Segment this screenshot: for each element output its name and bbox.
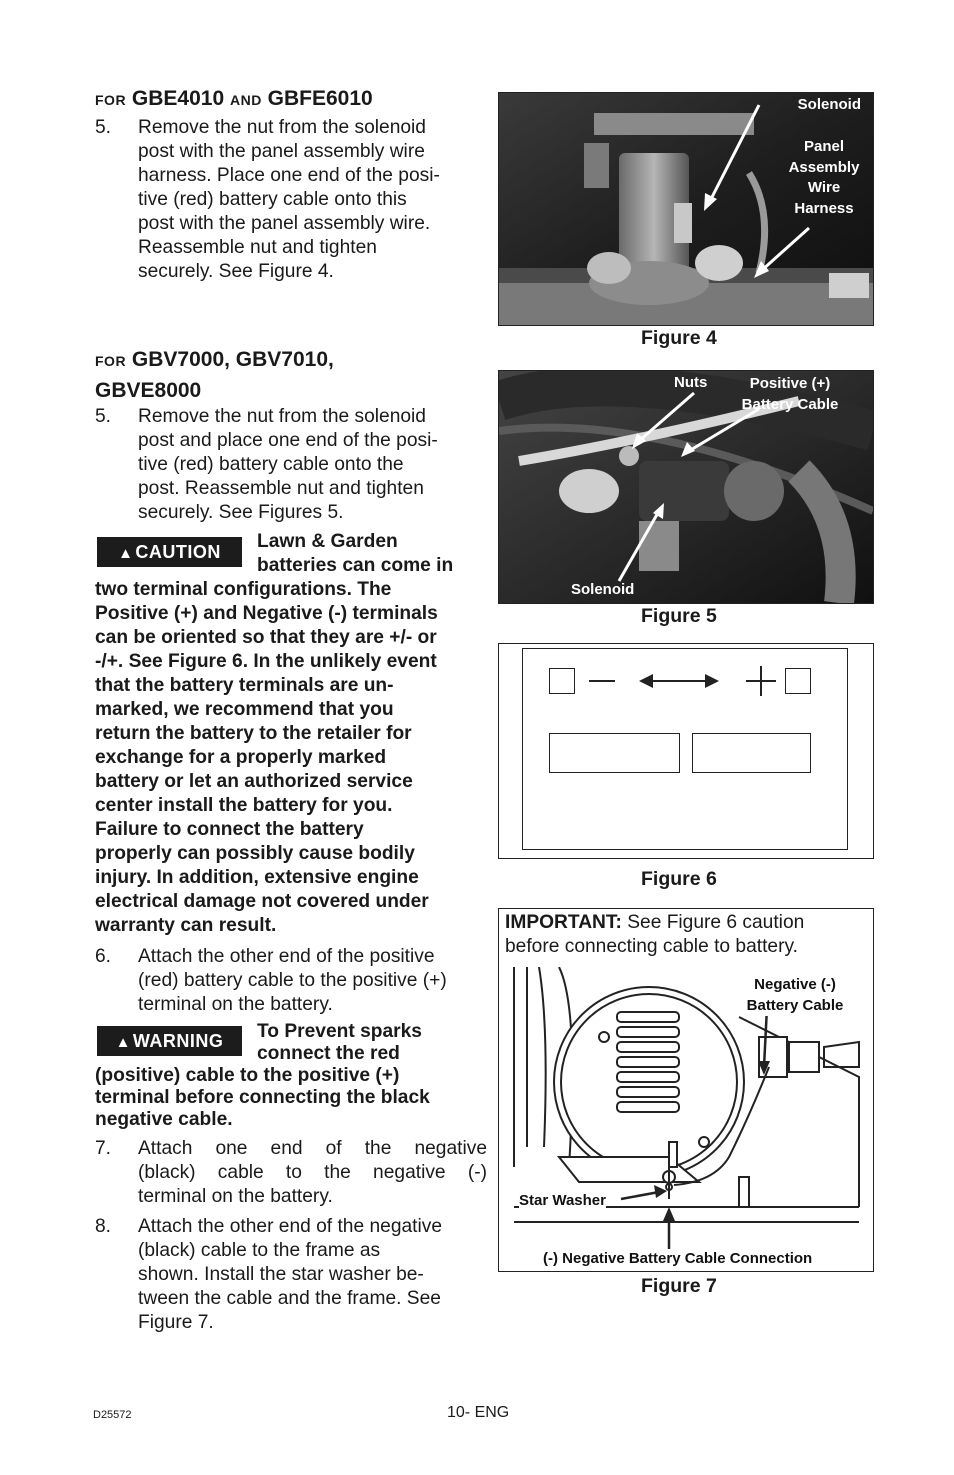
text-line: Wire bbox=[807, 179, 841, 196]
text-line: terminal before connecting the black bbox=[95, 1087, 430, 1108]
heading-and: AND bbox=[229, 92, 262, 108]
text-line: Failure to connect the battery bbox=[95, 819, 364, 840]
label-panel-harness bbox=[779, 137, 869, 219]
text-line: tive (red) battery cable onto this bbox=[138, 189, 407, 210]
text-line: Negative (-) bbox=[754, 976, 836, 993]
text-line: post with the panel assembly wire. bbox=[138, 213, 431, 234]
step-text bbox=[138, 1215, 442, 1335]
figure-5-caption: Figure 5 bbox=[641, 605, 717, 627]
step-number: 8. bbox=[95, 1216, 112, 1237]
text-line: injury. In addition, extensive engine bbox=[95, 867, 419, 888]
important-note bbox=[505, 911, 804, 959]
caution-label: CAUTION bbox=[135, 542, 221, 562]
text-line: center install the battery for you. bbox=[95, 795, 393, 816]
section1-heading bbox=[95, 86, 373, 113]
label-negative-cable bbox=[735, 975, 855, 1016]
warning-label: WARNING bbox=[132, 1031, 224, 1051]
text-line: (black) cable to the frame as bbox=[138, 1240, 381, 1261]
step-text bbox=[138, 405, 438, 525]
warning-text bbox=[95, 1065, 490, 1131]
label-nuts: Nuts bbox=[674, 374, 708, 391]
text-line: To Prevent sparks bbox=[257, 1021, 422, 1042]
text-line: Remove the nut from the solenoid bbox=[138, 406, 426, 427]
text-line: -/+. See Figure 6. In the unlikely event bbox=[95, 651, 437, 672]
figure-4-photo bbox=[498, 92, 874, 326]
text-line: warranty can result. bbox=[95, 915, 277, 936]
heading-for: FOR bbox=[95, 92, 127, 108]
text-line: Positive (+) and Negative (-) terminals bbox=[95, 603, 438, 624]
figure-7-caption: Figure 7 bbox=[641, 1275, 717, 1297]
warning-badge bbox=[97, 1026, 242, 1056]
text-line: securely. See Figures 5. bbox=[138, 502, 344, 523]
figure-7-frame bbox=[498, 908, 874, 1272]
step-7 bbox=[95, 1137, 487, 1211]
label-solenoid: Solenoid bbox=[571, 581, 635, 598]
figure-6-caption: Figure 6 bbox=[641, 868, 717, 890]
text-line: Reassemble nut and tighten bbox=[138, 237, 377, 258]
text-line: two terminal configurations. The bbox=[95, 579, 392, 600]
text-line: harness. Place one end of the posi- bbox=[138, 165, 440, 186]
step-number: 5. bbox=[95, 406, 112, 427]
step-text bbox=[138, 116, 440, 284]
minus-sign-icon bbox=[589, 680, 615, 682]
step-number: 5. bbox=[95, 117, 112, 138]
heading-models: GBV7000, GBV7010, bbox=[131, 348, 334, 371]
step-number: 7. bbox=[95, 1138, 112, 1159]
text-line: connect the red bbox=[257, 1043, 400, 1064]
caution-badge bbox=[97, 537, 242, 567]
text-line: battery or let an authorized service bbox=[95, 771, 413, 792]
text-line: Lawn & Garden bbox=[257, 531, 398, 552]
text-line: that the battery terminals are un- bbox=[95, 675, 394, 696]
step-text bbox=[138, 945, 447, 1017]
text-line: terminal on the battery. bbox=[138, 994, 333, 1015]
text-line: post. Reassemble nut and tighten bbox=[138, 478, 424, 499]
text-line: (positive) cable to the positive (+) bbox=[95, 1065, 400, 1086]
text-line: Attach the other end of the negative bbox=[138, 1216, 443, 1237]
text-line: Battery Cable bbox=[741, 395, 839, 413]
text-line: exchange for a properly marked bbox=[95, 747, 387, 768]
warning-triangle-icon: ▲ bbox=[115, 1034, 131, 1051]
text-line: tive (red) battery cable onto the bbox=[138, 454, 404, 475]
text-line: Panel bbox=[803, 138, 845, 155]
text-line: securely. See Figure 4. bbox=[138, 261, 334, 282]
step-text bbox=[138, 1137, 487, 1209]
negative-terminal-box bbox=[549, 668, 575, 694]
label-solenoid: Solenoid bbox=[797, 96, 861, 113]
text-line: Assembly bbox=[788, 158, 860, 176]
plus-sign-icon bbox=[746, 666, 776, 696]
text-line: tween the cable and the frame. See bbox=[138, 1288, 441, 1309]
text-line: marked, we recommend that you bbox=[95, 699, 394, 720]
step-number: 6. bbox=[95, 946, 112, 967]
label-negative-connection: (-) Negative Battery Cable Connection bbox=[543, 1249, 812, 1270]
text-line: negative cable. bbox=[95, 1109, 233, 1130]
heading-for: FOR bbox=[95, 353, 127, 369]
section1-step-5 bbox=[95, 116, 490, 286]
step-8 bbox=[95, 1215, 490, 1337]
warning-triangle-icon: ▲ bbox=[118, 545, 134, 562]
text-line: Harness bbox=[794, 199, 854, 217]
important-label: IMPORTANT: bbox=[505, 912, 622, 933]
text-line: properly can possibly cause bodily bbox=[95, 843, 415, 864]
text-line: can be oriented so that they are +/- or bbox=[95, 627, 437, 648]
battery-label-right bbox=[692, 733, 811, 773]
text-line: return the battery to the retailer for bbox=[95, 723, 412, 744]
text-line: post with the panel assembly wire bbox=[138, 141, 425, 162]
step-6 bbox=[95, 945, 490, 1019]
caution-lead bbox=[257, 530, 453, 578]
heading-model: GBE4010 bbox=[131, 87, 225, 110]
text-line: (red) battery cable to the positive (+) bbox=[138, 970, 447, 991]
figure-5-photo bbox=[498, 370, 874, 604]
text-line: Attach the other end of the positive bbox=[138, 946, 435, 967]
section2-heading bbox=[95, 347, 334, 404]
section2-step-5 bbox=[95, 405, 490, 527]
text-line: Attach one end of the negative bbox=[138, 1138, 487, 1159]
double-arrow-icon bbox=[639, 671, 719, 691]
text-line: shown. Install the star washer be- bbox=[138, 1264, 424, 1285]
label-positive-cable bbox=[729, 374, 851, 415]
battery-label-left bbox=[549, 733, 680, 773]
text-line: (black) cable to the negative (-) bbox=[138, 1162, 487, 1183]
text-line: Positive (+) bbox=[749, 375, 831, 392]
text-line: Battery Cable bbox=[746, 996, 844, 1014]
figure-4-caption: Figure 4 bbox=[641, 327, 717, 349]
text-line: electrical damage not covered under bbox=[95, 891, 429, 912]
figure-6-frame bbox=[498, 643, 874, 859]
warning-lead bbox=[257, 1021, 422, 1065]
label-star-washer: Star Washer bbox=[519, 1191, 606, 1212]
positive-terminal-box bbox=[785, 668, 811, 694]
text-line: Remove the nut from the solenoid bbox=[138, 117, 426, 138]
text-line: batteries can come in bbox=[257, 555, 454, 576]
heading-model: GBFE6010 bbox=[267, 87, 373, 110]
document-code: D25572 bbox=[93, 1409, 132, 1421]
page-number: 10- ENG bbox=[447, 1404, 510, 1421]
text-line: post and place one end of the posi- bbox=[138, 430, 438, 451]
star-washer-pointer bbox=[621, 1192, 659, 1199]
text-line: Figure 7. bbox=[138, 1312, 214, 1333]
caution-text bbox=[95, 578, 490, 938]
text-line: terminal on the battery. bbox=[138, 1186, 333, 1207]
important-text: See Figure 6 caution bbox=[621, 912, 805, 933]
important-text: before connecting cable to battery. bbox=[505, 936, 798, 957]
heading-models: GBVE8000 bbox=[95, 379, 202, 402]
battery-diagram bbox=[522, 648, 848, 850]
